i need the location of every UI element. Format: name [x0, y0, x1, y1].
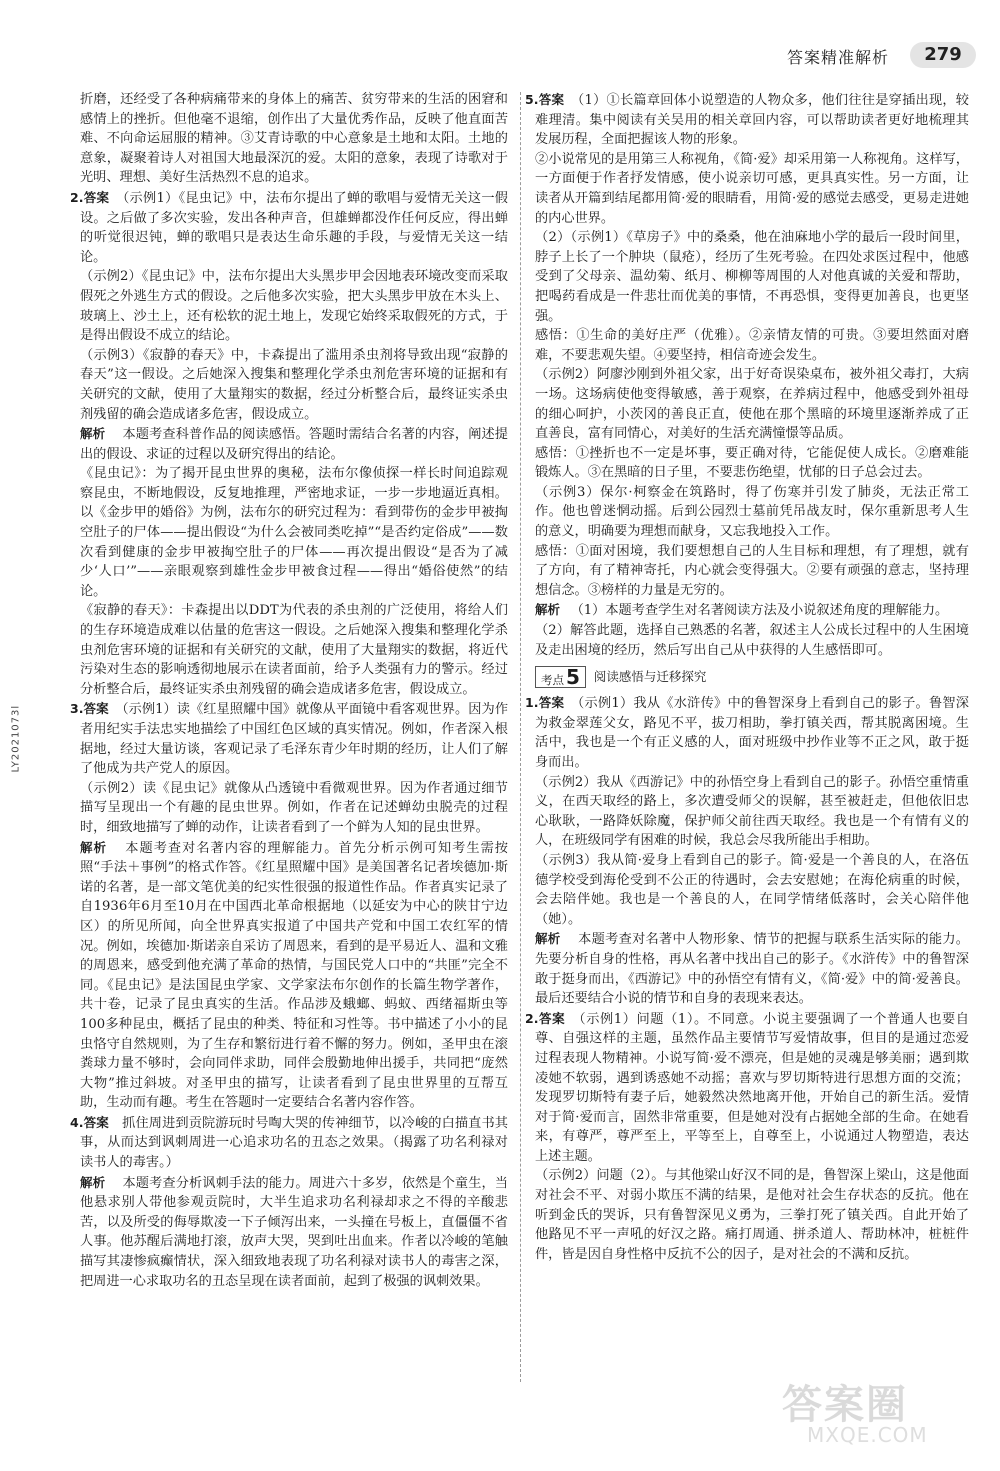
section-tag	[535, 666, 586, 688]
watermark-text: 答案圈	[782, 1382, 908, 1428]
watermark-logo	[782, 1373, 972, 1453]
paragraph: （示例3）保尔·柯察金在筑路时，得了伤寒并引发了肺炎，无法正常工作。他也曾迷惘动摇。后到公园烈士墓前凭吊战友时，保尔重新思考人生的意义，明确要为理想而献身，又忘我地投入工作。	[535, 484, 969, 540]
question-number: 1.	[525, 695, 539, 711]
paragraph: （示例2）阿廖沙刚到外祖父家，出于好奇误染桌布，被外祖父毒打，大病一场。这场病使他变得敏感，善于观察，在养病过程中，他感受到外祖母的细心呵护，小茨冈的善良正直，使他在那个黑暗的环境里逐渐养成了正直善良，富有同情心，对美好的生活充满憧憬等品质。	[535, 367, 969, 442]
section-tag-number: 5	[566, 665, 580, 690]
paragraph: （示例2）读《昆虫记》就像从凸透镜中看微观世界。因为作者通过细节描写呈现出一个有趣的昆虫世界。例如，作者在记述蝉幼虫脱壳的过程时，细致地描写了蝉的动作，让读者看到了一个鲜为人知的昆虫世界。	[80, 780, 508, 835]
page-number: 279	[910, 42, 976, 68]
answer-text: （1）①长篇章回体小说塑造的人物众多，他们往往是穿插出现，较难理清。集中阅读有关吴用的相关章回内容，可以帮助读者更好地梳理其发展历程，全面把握该人物的形象。	[535, 93, 969, 148]
watermark-site: MXQE.COM	[807, 1423, 928, 1447]
paragraph: 《昆虫记》：为了揭开昆虫世界的奥秘，法布尔像侦探一样长时间追踪观察昆虫，不断地假设，反复地推理，严密地求证，一步一步地逼近真相。以《金步甲的婚俗》为例，法布尔的研究过程为：看到带伤的金步甲被掏空肚子的尸体——提出假设“为什么会被同类吃掉”“是否约定俗成”——数次看到健康的金步甲被掏空肚子的尸体——再次提出假设“是否为了减少‘人口’”——亲眼观察到雄性金步甲被食过程——得出“婚俗使然”的结论。	[80, 466, 508, 599]
answer-label: 答案	[83, 701, 109, 717]
paragraph: 《寂静的春天》：卡森提出以DDT为代表的杀虫剂的广泛使用，将给人们的生存环境造成难以估量的危害这一假设。之后她深入搜集和整理化学杀虫剂危害环境的证据和有关研究的文献，使用了大量翔实的数据，将近代污染对生态的影响透彻地展示在读者面前，给予人类强有力的警示。经过分析整合后，最终证实杀虫剂残留的确会造成诸多危害，假设成立。	[80, 603, 508, 697]
answer-label: 答案	[83, 189, 110, 205]
column-divider	[520, 92, 521, 1382]
answer-label: 答案	[538, 1010, 566, 1026]
section-heading	[535, 664, 969, 690]
right-column	[525, 90, 969, 1264]
analysis-text: 本题考查对名著中人物形象、情节的把握与联系生活实际的能力。先要分析自身的性格，再从名著中找出自己的影子。《水浒传》中的鲁智深敢于挺身而出，《西游记》中的孙悟空有情有义，《简·爱》中的简·爱善良。最后还要结合小说的情节和自身的表现来表达。	[535, 932, 969, 1007]
analysis	[80, 424, 508, 464]
paragraph: （示例2）问题（2）。与其他梁山好汉不同的是，鲁智深上梁山，这是他面对社会不平、对弱小欺压不满的结果，是他对社会生存状态的反抗。他在听到金氏的哭诉，只有鲁智深见义勇为，三拳打死了镇关西。自此开始了他路见不平一声吼的好汉之路。痛打周通、拼杀道人、帮助林冲，桩桩件件，皆是因自身性格中反抗不公的因子，是对社会的不满和反抗。	[535, 1168, 969, 1262]
analysis-label: 解析	[80, 426, 106, 442]
section-tag-word: 考点	[541, 673, 564, 688]
paragraph: （示例2）我从《西游记》中的孙悟空身上看到自己的影子。孙悟空重情重义，在西天取经的路上，多次遭受师父的误解，甚至被赶走，但他依旧忠心耿耿，一路降妖除魔，保护师父前往西天取经。我也是一个有情有义的人，在班级同学有困难的时候，我总会尽我所能出手相助。	[535, 774, 969, 849]
paragraph: 感悟：①面对困境，我们要想想自己的人生目标和理想，有了理想，就有了方向，有了精神寄托，内心就会变得强大。②要有顽强的意志，坚持理想信念。③榜样的力量是无穷的。	[535, 543, 969, 598]
side-code	[2, 655, 30, 775]
analysis-label: 解析	[535, 931, 561, 947]
analysis	[80, 1173, 508, 1292]
analysis-text: 本题考查对名著内容的理解能力。首先分析示例可知考生需按照“手法＋事例”的格式作答。《红星照耀中国》是美国著名记者埃德加·斯诺的名著，是一部文笔优美的纪实性很强的报道性作品。作者真实记录了自1936年6月至10月在中国西北革命根据地（以延安为中心的陕甘宁边区）的所见所闻，向全世界真实报道了中国共产党和中国工农红军的情况。例如，埃德加·斯诺亲自采访了周恩来，看到的是平易近人、温和文雅的周恩来，感受到他充满了革命的热情，与国民党人口中的“共匪”完全不同。《昆虫记》是法国昆虫学家、文学家法布尔创作的长篇生物学著作，共十卷，记录了昆虫真实的生活。作品涉及蛾螂、蚂蚁、西绪福斯虫等100多种昆虫，概括了昆虫的种类、特征和习性等。书中描述了小小的昆虫恪守自然规则，为了生存和繁衍进行着不懈的努力。例如，圣甲虫在滚粪球力量不够时，会向同伴求助，同伴会殷勤地伸出援手，共同把“庞然大物”推过斜坡。对圣甲虫的描写，让读者看到了昆虫世界里的互帮互助，生动而有趣。考生在答题时一定要结合名著内容作答。	[80, 840, 508, 1111]
page-header	[0, 0, 1000, 70]
analysis-text: 本题考查科普作品的阅读感悟。答题时需结合名著的内容，阐述提出的假设、求证的过程以及研究得出的结论。	[80, 427, 508, 462]
paragraph: ②小说常见的是用第三人称视角，《简·爱》却采用第一人称视角。这样写，一方面便于作者抒发情感，使小说亲切可感，更具真实性。另一方面，让读者从开篇到结尾都用简·爱的眼睛看，用简·爱的感觉去感受，更易走进她的内心世界。	[535, 151, 969, 226]
question-number: 5.	[525, 92, 539, 107]
answer-text: 抓住周进到贡院游玩时号啕大哭的传神细节，以冷峻的白描直书其事，从而达到讽刺周进一心追求功名的丑态之效果。（揭露了功名利禄对读书人的毒害。）	[80, 1115, 508, 1171]
paragraph: 感悟：①挫折也不一定是坏事，要正确对待，它能促使人成长。②磨难能锻炼人。③在黑暗的日子里，不要悲伤绝望，忧郁的日子总会过去。	[535, 445, 969, 481]
answer-text: （示例1）读《红星照耀中国》就像从平面镜中看客观世界。因为作者用纪实手法忠实地描绘了中国红色区域的真实情况。例如，作者深入根据地，经过大量访谈，客观记录了毛泽东青少年时期的经历，让人们了解了他成为共产党人的原因。	[80, 702, 509, 777]
paragraph: （示例2）《昆虫记》中，法布尔提出大头黑步甲会因地表环境改变而采取假死之外逃生方式的假设。之后他多次实验，把大头黑步甲放在木头上、玻璃上、沙土上，还有松软的泥土地上，发现它始终采取假死的方式，于是得出假设不成立的结论。	[80, 269, 508, 344]
analysis-label: 解析	[80, 1174, 106, 1190]
analysis	[535, 929, 969, 1008]
answer-label: 答案	[83, 1114, 109, 1130]
section-title: 阅读感悟与迁移探究	[593, 669, 707, 685]
paragraph: 感悟：①生命的美好庄严（优雅）。②亲情友情的可贵。③要坦然面对磨难，不要悲观失望。④要坚持，相信奇迹会发生。	[535, 328, 969, 363]
paragraph: （示例3）我从简·爱身上看到自己的影子。简·爱是一个善良的人，在洛伍德学校受到海伦受到不公正的待遇时，会去安慰她；在海伦病重的时候，会去陪伴她。我也是一个善良的人，在同学情绪低落时，会关心陪伴他（她）。	[535, 852, 969, 927]
side-code-text: LY2021073l	[10, 704, 22, 773]
paragraph: 折磨，还经受了各种病痛带来的身体上的痛苦、贫穷带来的生活的困窘和感情上的挫折。但他毫不退缩，创作出了大量优秀作品，反映了他直面苦难、不向命运屈服的精神。③艾青诗歌的中心意象是土地和太阳。土地的意象，凝聚着诗人对祖国大地最深沉的爱。太阳的意象，表现了诗歌对于光明、理想、美好生活热烈不息的追求。	[80, 92, 508, 186]
answer-r2	[525, 1009, 969, 1167]
answer-5	[525, 90, 969, 150]
answer-text: （示例1）我从《水浒传》中的鲁智深身上看到自己的影子。鲁智深为救金翠莲父女，路见不平，拔刀相助，拳打镇关西，帮其脱离困境。生活中，我也是一个有正义感的人，面对班级中抄作业等不正之风，敢于挺身而出。	[535, 696, 969, 770]
answer-text: （示例1）问题（1）。不同意。小说主要强调了一个普通人也要自尊、自强这样的主题，虽然作品主要情节写爱情故事，但目的是通过恋爱过程表现人物精神。小说写简·爱不漂亮，但是她的灵魂是够美丽；遇到欺凌她不软弱，遇到诱惑她不动摇；喜欢与罗切斯特进行思想方面的交流；发现罗切斯特有妻子后，她毅然决然地离开他，开始自己的新生活。爱情对于简·爱而言，固然非常重要，但是她对没有占据她全部的生命。在她看来，有尊严，尊严至上，平等至上，自尊至上，小说通过人物塑造，表达上述主题。	[535, 1011, 969, 1164]
answer-3	[70, 699, 509, 778]
answer-r1	[525, 693, 969, 772]
analysis-text: （1）本题考查学生对名著阅读方法及小说叙述角度的理解能力。	[577, 603, 949, 619]
header-title: 答案精准解析	[787, 48, 890, 67]
analysis-label: 解析	[535, 602, 561, 618]
analysis	[80, 838, 508, 1113]
answer-label: 答案	[538, 695, 565, 711]
analysis-label: 解析	[80, 839, 108, 855]
question-number: 4.	[70, 1114, 84, 1130]
answer-text: （示例1）《昆虫记》中，法布尔提出了蝉的歌唱与爱情无关这一假设。之后做了多次实验，发出各种声音，但雄蝉都没作任何反应，得出蝉的听觉很迟钝，蝉的歌唱只是表达生命乐趣的手段，与爱情无关这一结论。	[80, 190, 508, 265]
paragraph: （2）解答此题，选择自己熟悉的名著，叙述主人公成长过程中的人生困境及走出困境的经历，然后写出自己从中获得的人生感悟即可。	[535, 623, 969, 658]
analysis	[535, 600, 969, 621]
left-column	[70, 90, 509, 1291]
answer-label: 答案	[538, 92, 565, 107]
analysis-text: 本题考查分析讽刺手法的能力。周进六十多岁，依然是个童生，当他悬求别人带他参观贡院时，大半生追求功名利禄却求之不得的辛酸悲苦，以及所受的侮辱欺凌一下子倾泻出来，一头撞在号板上，直僵僵不省人事。他苏醒后满地打滚，放声大哭，哭到吐出血来。作者以冷峻的笔触描写其凄惨疯癫情状，深入细致地表现了功名利禄对读书人的毒害之深，把周进一心求取功名的丑态呈现在读者面前，起到了极强的讽刺效果。	[80, 1175, 508, 1289]
question-number: 2.	[525, 1010, 539, 1026]
paragraph: （示例3）《寂静的春天》中，卡森提出了滥用杀虫剂将导致出现“寂静的春天”这一假设。之后她深入搜集和整理化学杀虫剂危害环境的证据和有关研究的文献，使用了大量翔实的数据，经过分析整合后，最终证实杀虫剂残留的确会造成诸多危害，假设成立。	[80, 347, 508, 422]
question-number: 2.	[70, 189, 84, 205]
answer-2	[70, 188, 508, 267]
answer-4	[70, 1113, 508, 1173]
question-number: 3.	[70, 701, 84, 717]
paragraph: （2）（示例1）《草房子》中的桑桑，他在油麻地小学的最后一段时间里，脖子上长了一个肿块（鼠疮），经历了生死考验。在四处求医过程中，他感受到了父母亲、温幼菊、纸月、柳柳等周围的人对他真诚的关爱和帮助，把喝药看成是一件悲壮而优美的事情，不再恐惧，变得更加善良，也更坚强。	[535, 230, 969, 324]
